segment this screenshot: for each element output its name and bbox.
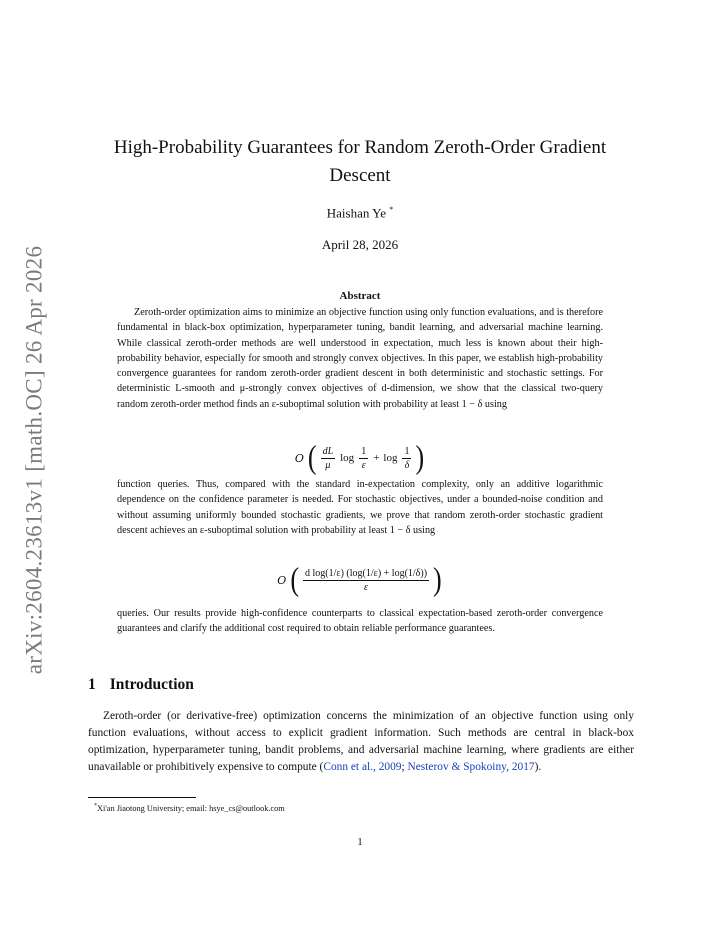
big-o-symbol: O — [294, 451, 304, 465]
abstract-paragraph-3: queries. Our results provide high-confidence counterparts to classical expectation-based zeroth-order convergence guarantees and clarify the additional cost required to obtain reliable performance guarantees. — [117, 608, 603, 635]
title-line-2: Descent — [329, 165, 391, 186]
arxiv-identifier-stamp — [14, 240, 54, 680]
section-heading-introduction — [88, 676, 194, 694]
fraction-denominator: δ — [404, 459, 410, 471]
right-paren: ) — [433, 561, 442, 598]
paper-title — [88, 134, 632, 190]
author-name: Haishan Ye — [326, 205, 386, 221]
footnote-text: Xi'an Jiaotong University; email: hsye_cs@outlook.com — [97, 803, 285, 813]
abstract-paragraph-1: Zeroth-order optimization aims to minimize an objective function using only function evaluations, and is therefore fundamental in black-box optimization, hyperparameter tuning, bandit learning, and adversarial machine learning. While classical zeroth-order methods are well understood in expectation, much less is known about their high-probability behavior, especially for smooth and strongly convex objectives. In this paper, we establish high-probability convergence guarantees for random zeroth-order gradient descent in both deterministic and stochastic settings. For deterministic L-smooth and μ-strongly convex objectives of d-dimension, we show that the classical two-query random zeroth-order method finds an ε-suboptimal solution with probability at least 1 − δ using — [117, 307, 603, 410]
abstract-paragraph-2: function queries. Thus, compared with the standard in-expectation complexity, only an additive logarithmic dependence on the confidence parameter is needed. For stochastic objectives, under a bounded-noise condition and without assuming uniformly bounded stochastic gradients, we prove that random zeroth-order stochastic gradient descent achieves an ε-suboptimal solution with probability at least 1 − δ using — [117, 479, 603, 536]
big-o-symbol: O — [277, 573, 287, 587]
fraction-denominator: μ — [325, 459, 331, 471]
right-paren: ) — [415, 439, 425, 476]
fraction-stochastic — [303, 568, 429, 593]
fraction-dl-mu — [321, 446, 336, 471]
page-number: 1 — [357, 836, 363, 848]
arxiv-id-text: arXiv:2604.23613v1 [math.OC] 26 Apr 2026 — [21, 245, 47, 675]
author-footnote-mark: * — [389, 205, 394, 214]
equation-deterministic-complexity — [117, 439, 603, 476]
footnote-rule — [88, 797, 196, 798]
fraction-denominator: ε — [361, 459, 366, 471]
author-line — [88, 205, 632, 221]
equation-stochastic-complexity — [117, 563, 603, 597]
fraction-numerator: d log(1/ε) (log(1/ε) + log(1/δ)) — [304, 567, 428, 579]
section-title: Introduction — [109, 676, 194, 693]
introduction-paragraph — [88, 708, 634, 776]
left-paren: ( — [307, 439, 317, 476]
left-paren: ( — [290, 561, 299, 598]
intro-text: Zeroth-order (or derivative-free) optimization concerns the minimization of an objective function using only function evaluations, without access to explicit gradient information. Such methods are central in black-box optimization, hyperparameter tuning, bandit problems, and adversarial machine learning, where gradients are either unavailable or prohibitively expensive to compute ( — [88, 710, 634, 773]
title-line-1: High-Probability Guarantees for Random Zeroth-Order Gradient — [113, 137, 607, 158]
citation-separator: ; — [401, 761, 408, 773]
fraction-numerator: dL — [322, 445, 334, 457]
fraction-one-over-epsilon — [359, 446, 368, 471]
log-operator: log — [383, 452, 398, 464]
paper-date: April 28, 2026 — [321, 237, 399, 252]
log-operator: log — [340, 452, 355, 464]
intro-end: ). — [534, 761, 542, 773]
plus-operator: + — [373, 452, 380, 464]
fraction-denominator: ε — [364, 581, 368, 593]
fraction-one-over-delta — [402, 446, 411, 471]
fraction-numerator: 1 — [361, 445, 367, 457]
citation-link-conn[interactable]: Conn et al., 2009 — [323, 761, 402, 773]
section-number: 1 — [88, 676, 96, 693]
fraction-numerator: 1 — [404, 445, 410, 457]
abstract-heading: Abstract — [339, 290, 381, 302]
footnote — [88, 803, 285, 813]
citation-link-nesterov[interactable]: Nesterov & Spokoiny, 2017 — [407, 761, 535, 773]
footnote-mark: * — [94, 803, 97, 809]
